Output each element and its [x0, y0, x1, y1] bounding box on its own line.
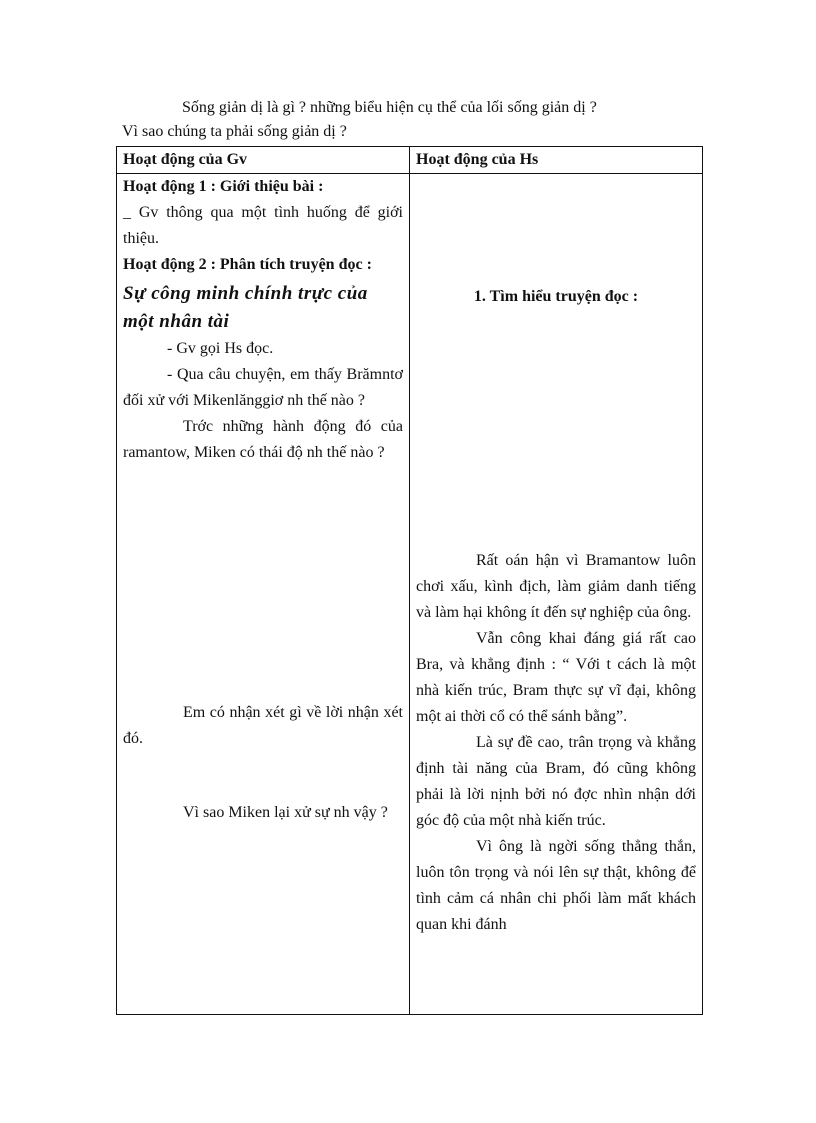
- lesson-table: [116, 146, 703, 1015]
- header-student-activity: Hoạt động của Hs: [410, 147, 703, 174]
- teacher-column: [117, 174, 410, 1015]
- teacher-question-4: Em có nhận xét gì về lời nhận xét đó.: [123, 704, 403, 747]
- intro-line-1: Sống giản dị là gì ? những biểu hiện cụ thể của lối sống giản dị ?: [182, 99, 597, 116]
- student-answer-3: Là sự đề cao, trân trọng và khẳng định tài năng của Bram, đó cũng không phải là lời nịnh bởi nó đợc nhìn nhận dới góc độ của một nhà kiến trúc.: [416, 734, 696, 829]
- activity-1-text: _ Gv thông qua một tình huống để giới thiệu.: [123, 204, 403, 247]
- activity-2-title: Hoạt động 2 : Phân tích truyện đọc :: [123, 256, 372, 273]
- student-answer-1: Rất oán hận vì Bramantow luôn chơi xấu, kình địch, làm giảm danh tiếng và làm hại không ít đến sự nghiệp của ông.: [416, 552, 696, 621]
- table-body-row: [117, 174, 703, 1015]
- teacher-question-5: Vì sao Miken lại xử sự nh vậy ?: [183, 804, 388, 821]
- student-column: [410, 174, 703, 1015]
- intro-line-2: Vì sao chúng ta phải sống giản dị ?: [122, 123, 347, 140]
- student-section-title: 1. Tìm hiểu truyện đọc :: [473, 288, 639, 305]
- student-answer-2: Vẫn công khai đáng giá rất cao Bra, và khẳng định : “ Với t cách là một nhà kiến trúc, Bram thực sự vĩ đại, không một ai thời cổ có thể sánh bằng”.: [416, 630, 696, 725]
- header-teacher-activity: Hoạt động của Gv: [117, 147, 410, 174]
- teacher-question-1: - Gv gọi Hs đọc.: [167, 340, 274, 357]
- teacher-question-2: - Qua câu chuyện, em thấy Brămntơ đối xử với Mikenlănggiơ nh thế nào ?: [123, 366, 403, 409]
- table-header-row: [117, 147, 703, 174]
- student-answer-4: Vì ông là ngời sống thẳng thắn, luôn tôn trọng và nói lên sự thật, không để tình cảm cá nhân chi phối làm mất khách quan khi đánh: [416, 838, 696, 933]
- intro-question: [122, 96, 702, 144]
- teacher-question-3: Trớc những hành động đó của ramantow, Miken có thái độ nh thế nào ?: [123, 418, 403, 461]
- activity-1-title: Hoạt động 1 : Giới thiệu bài :: [123, 178, 324, 195]
- story-title: Sự công minh chính trực của một nhân tài: [123, 283, 368, 332]
